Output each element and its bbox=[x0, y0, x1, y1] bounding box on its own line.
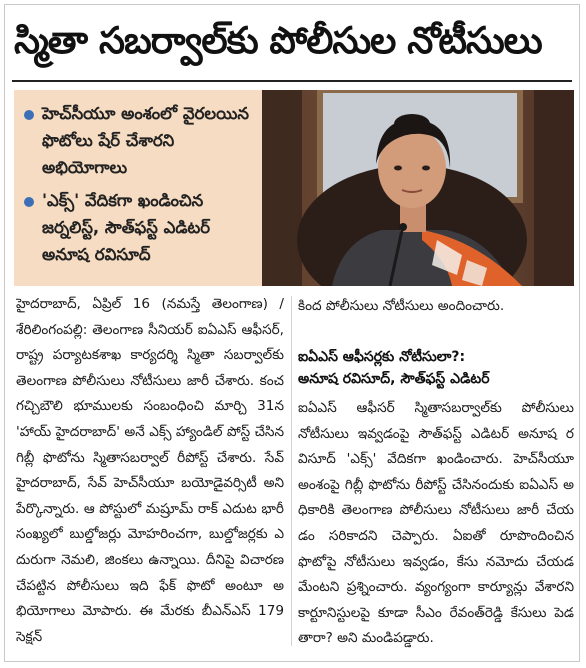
article-column-2-lead: కింద పోలీసులు నోటీసులు అందించారు. bbox=[298, 298, 505, 314]
deck-bullet-item bbox=[22, 100, 254, 181]
headline-rule bbox=[12, 80, 572, 82]
bullet-dot-icon bbox=[24, 110, 34, 120]
article-subheading bbox=[298, 346, 574, 390]
summary-deck bbox=[14, 90, 262, 286]
news-photo bbox=[262, 90, 574, 286]
column-divider bbox=[291, 296, 292, 646]
bullet-dot-icon bbox=[24, 197, 34, 207]
woman-at-desk-illustration bbox=[262, 90, 574, 286]
headline: స్మితా సబర్వాల్‌కు పోలీసుల నోటీసులు bbox=[14, 19, 542, 62]
subheading-line-2: అనూష రవిసూద్, సౌత్‌ఫస్ట్ ఎడిటర్ bbox=[298, 371, 490, 387]
article-column-2: ఐఏఎస్ ఆఫీసర్ స్మితాసబర్వాల్‌కు పోలీసులు నోటీసులు ఇవ్వడంపై సౌత్‌ఫస్ట్ ఎడిటర్ అనూష రవిసూద్ 'ఎక్స్' వేదికగా ఖండించారు. హెచ్‌సీయూ అంశంపై గిబ్లీ ఫొటోను రీపోస్ట్ చేసినందుకు ఐఏఎస్ అధికారికి తెలంగాణ పోలీసులు నోటీసులు జారీ చేయడం సరికాదని చెప్పారు. ఏఐతో రూపొందించిన ఫొటోపై నోటీసులు ఇవ్వడం, కేసు నమోదు చేయడమేంటని ప్రశ్నించారు. వ్యంగ్యంగా కార్యూన్లు వేశారని కార్టూనిస్టులపై కూడా సీఎం రేవంత్‌రెడ్డి కేసులు పెడతారా? అని మండిపడ్డారు. bbox=[298, 400, 574, 647]
deck-bullet-text: హెచ్‌సీయూ అంశంలో వైరలయిన ఫొటోలు షేర్ చేశారని అభియోగాలు bbox=[42, 104, 249, 177]
deck-bullet-item bbox=[22, 187, 254, 268]
subheading-line-1: ఐఏఎస్ ఆఫీసర్లకు నోటీసులా?: bbox=[298, 349, 466, 365]
deck-bullet-text: 'ఎక్స్' వేదికగా ఖండించిన జర్నలిస్ట్, సౌత్‌ఫస్ట్ ఎడిటర్ అనూష రవిసూద్ bbox=[42, 191, 211, 264]
article-column-1: హైదరాబాద్, ఏప్రిల్ 16 (నమస్తే తెలంగాణ) /శేరిలింగంపల్లి: తెలంగాణ సీనియర్ ఐఏఎస్ ఆఫీసర్, రాష్ట్ర పర్యాటకశాఖ కార్యదర్శి స్మితా సబర్వాల్‌కు తెలంగాణ పోలీసులు నోటీసులు జారీ చేశారు. కంచ గచ్చిబౌలి భూములకు సంబంధించి మార్చి 31న 'హాయ్ హైదరాబాద్' అనే ఎక్స్ హ్యాండిల్ పోస్ట్ చేసిన గిబ్లీ ఫొటోను స్మితాసబర్వాల్ రీపోస్ట్ చేశారు. సేవ్ హైదరాబాద్, సేవ్ హెచ్‌సీయూ బయోడైవర్సిటీ అని పేర్కొన్నారు. ఆ పోస్టులో మష్రూమ్ రాక్ ఎదుట భారీ సంఖ్యలో బుల్డోజర్లు మోహరించగా, బుల్డోజర్లకు ఎదురుగా నెమలి, జింకలు ఉన్నాయి. దీనిపై విచారణ చేపట్టిన పోలీసులు ఇది ఫేక్ ఫొటో అంటూ అభియోగాలు మోపారు. ఈ మేరకు బీఎన్ఎస్ 179 సెక్షన్ bbox=[16, 296, 284, 645]
